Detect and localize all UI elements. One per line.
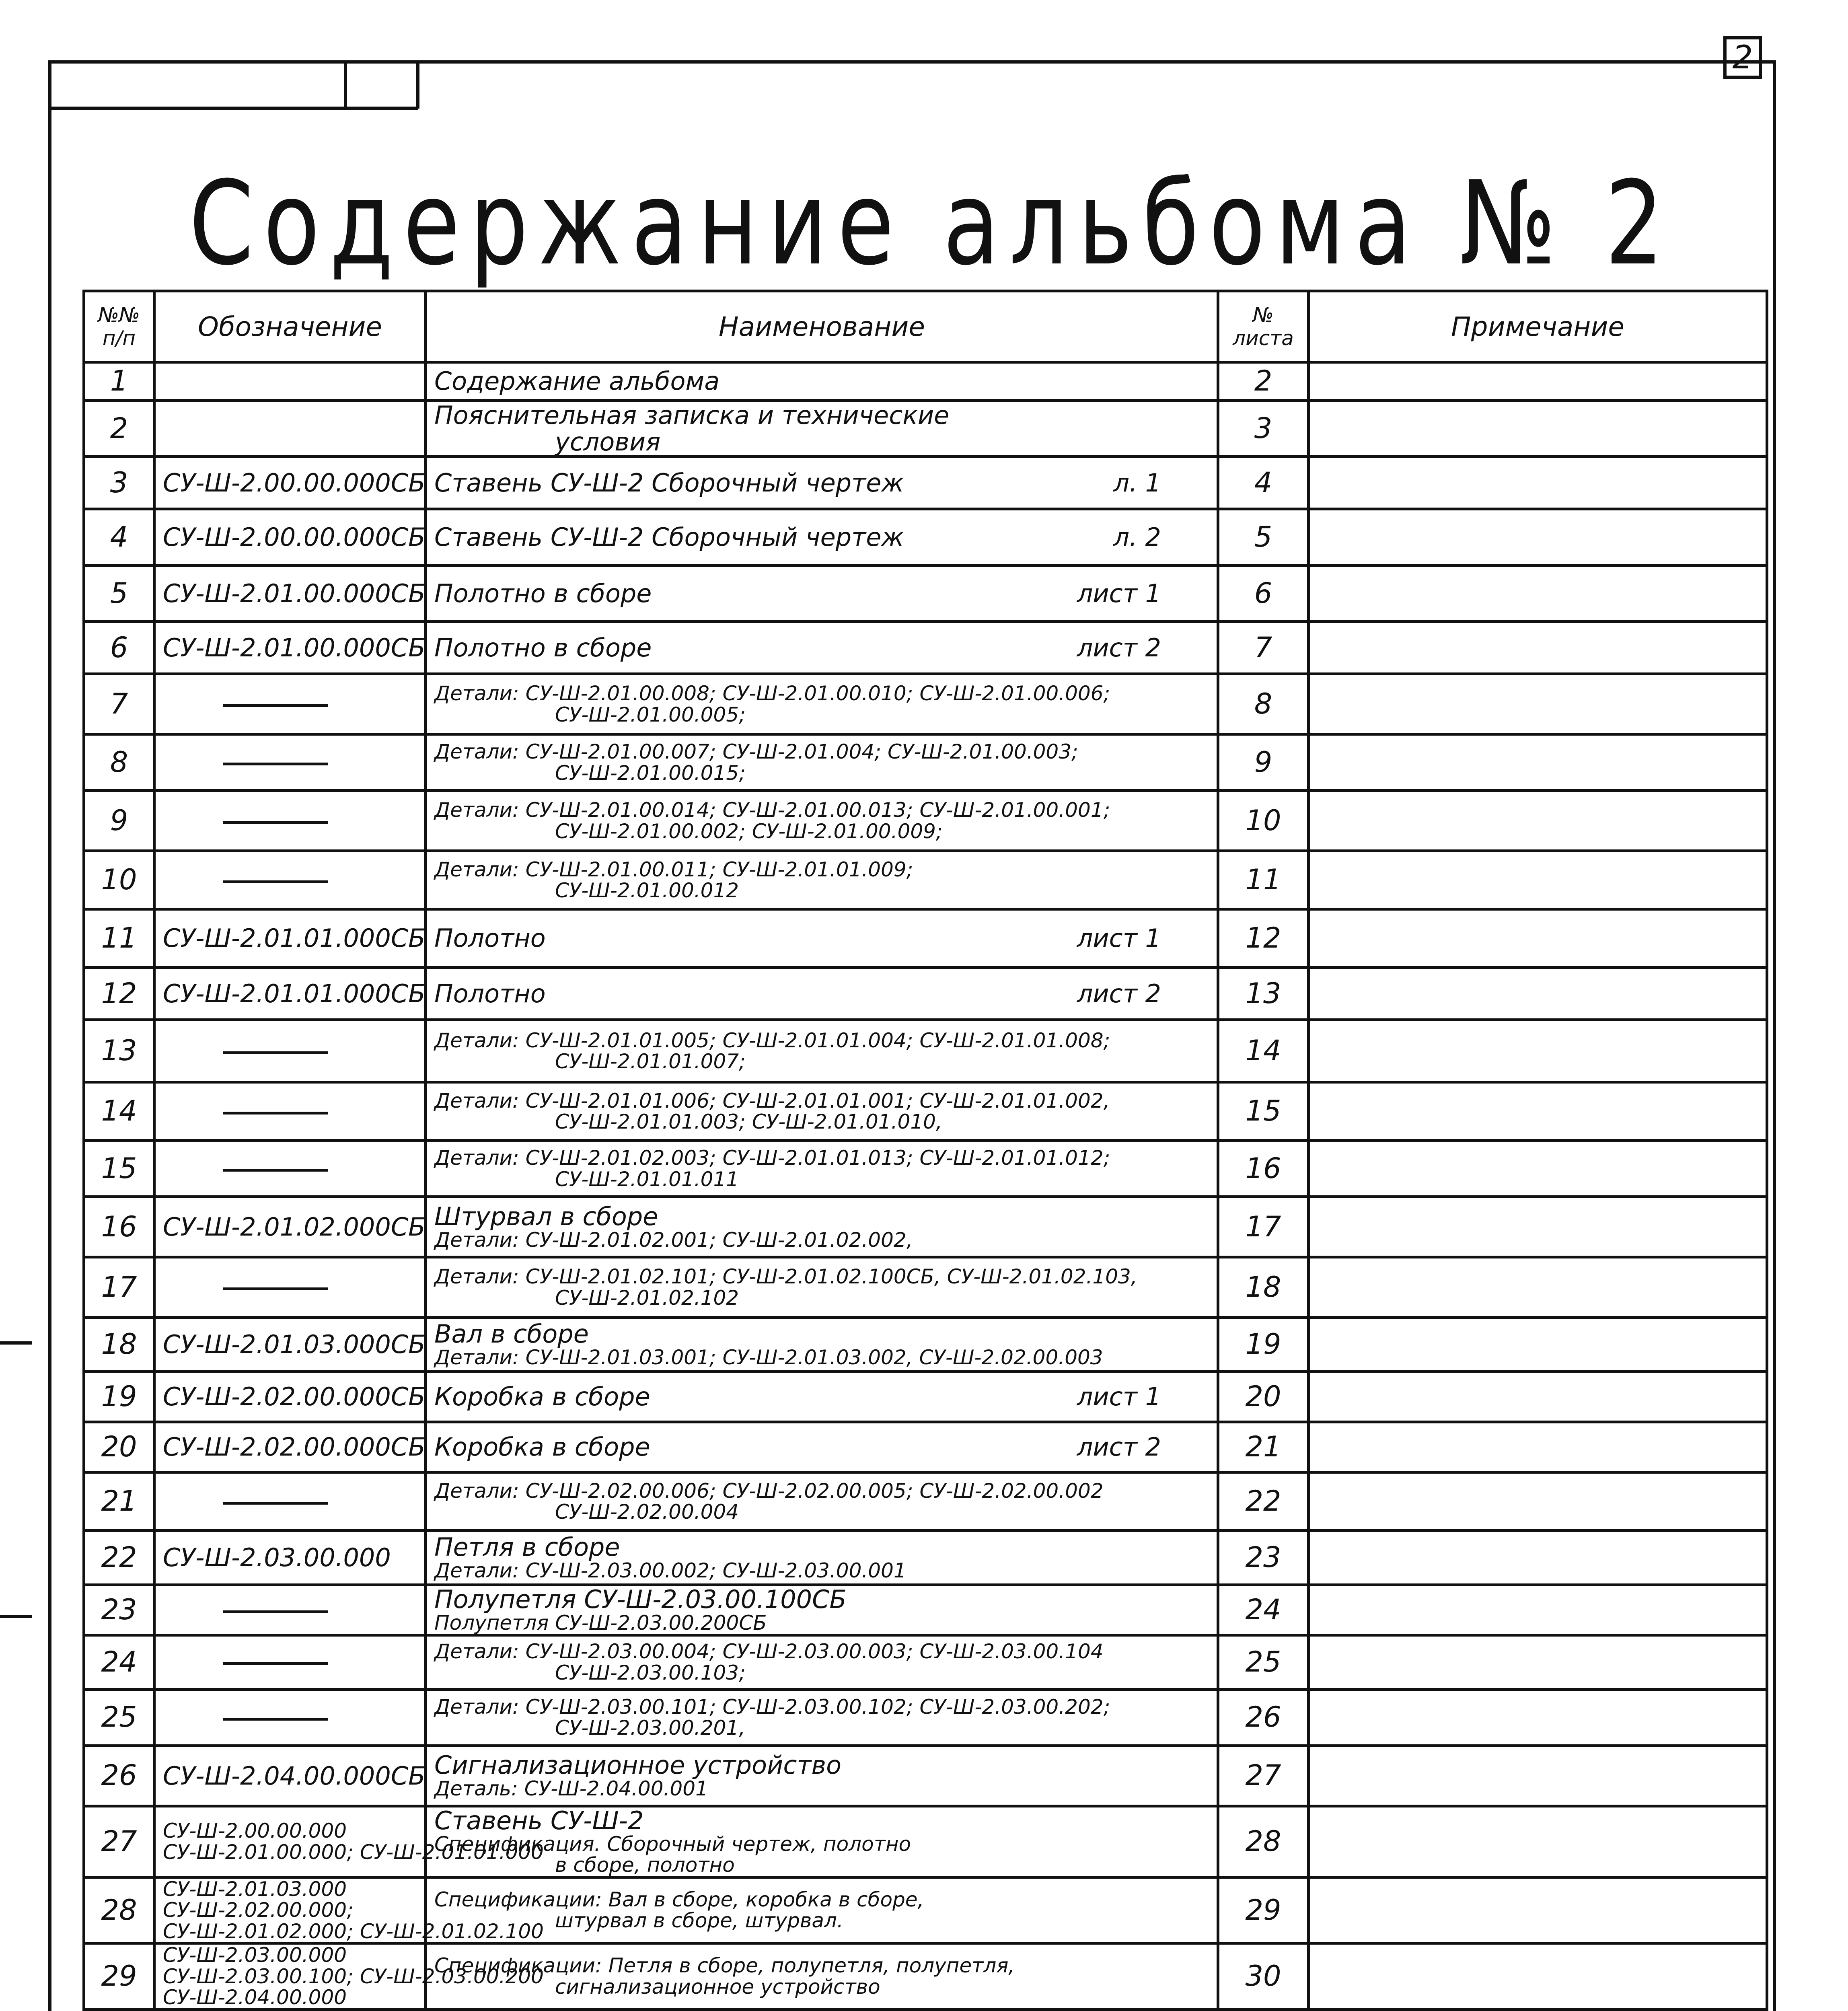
row-sheet: 23 xyxy=(1218,1531,1309,1585)
row-name-text: Коробка в сборе xyxy=(434,1432,650,1462)
row-name-text: Петля в сборе xyxy=(434,1532,620,1562)
row-name-text-2: Детали: СУ-Ш-2.03.00.002; СУ-Ш-2.03.00.001 xyxy=(434,1559,907,1583)
row-number: 8 xyxy=(84,734,154,791)
row-code xyxy=(154,1082,426,1141)
row-note xyxy=(1309,791,1767,851)
row-name xyxy=(426,1257,1218,1318)
table-row xyxy=(84,1318,1767,1372)
row-code xyxy=(154,1585,426,1635)
table-row xyxy=(84,734,1767,791)
page-number: 2 xyxy=(1723,36,1762,79)
row-number: 4 xyxy=(84,509,154,565)
row-name-text-2: в сборе, полотно xyxy=(555,1853,735,1877)
row-note xyxy=(1309,1197,1767,1257)
row-number: 2 xyxy=(84,401,154,457)
row-sheet-ref: л. 1 xyxy=(1113,468,1161,498)
row-name xyxy=(426,362,1218,401)
row-name xyxy=(426,1082,1218,1141)
dash-mark xyxy=(223,1112,328,1114)
row-code xyxy=(154,1372,426,1422)
row-code xyxy=(154,1943,544,2010)
header-num: №№ п/п xyxy=(84,291,154,362)
row-name-text-2: СУ-Ш-2.01.00.012 xyxy=(555,879,739,902)
row-note xyxy=(1309,1257,1767,1318)
row-note xyxy=(1309,1877,1767,1943)
row-code-line: СУ-Ш-2.03.00.100; СУ-Ш-2.03.00.200 xyxy=(163,1964,544,1988)
row-note xyxy=(1309,401,1767,457)
row-code-line: СУ-Ш-2.02.00.000СБ xyxy=(163,1382,426,1412)
table-row xyxy=(84,1472,1767,1531)
row-code xyxy=(154,1689,426,1746)
row-sheet: 15 xyxy=(1218,1082,1309,1141)
row-sheet: 17 xyxy=(1218,1197,1309,1257)
table-row xyxy=(84,1585,1767,1635)
row-number: 1 xyxy=(84,362,154,401)
row-name-text-2: сигнализационное устройство xyxy=(555,1975,880,1999)
row-name-text-2: Детали: СУ-Ш-2.01.03.001; СУ-Ш-2.01.03.002, СУ-Ш-2.02.00.003 xyxy=(434,1346,1103,1369)
dash-mark xyxy=(223,1502,328,1505)
row-number: 26 xyxy=(84,1746,154,1806)
row-name xyxy=(426,909,1218,968)
row-name-text: Спецификации: Вал в сборе, коробка в сборе, xyxy=(434,1888,924,1911)
row-number: 17 xyxy=(84,1257,154,1318)
row-name-text-2: СУ-Ш-2.01.02.102 xyxy=(555,1286,739,1310)
row-name-text: Детали: СУ-Ш-2.01.00.011; СУ-Ш-2.01.01.009; xyxy=(434,857,913,881)
row-number: 24 xyxy=(84,1635,154,1689)
row-name-text-2: условия xyxy=(555,427,661,456)
dash-mark xyxy=(223,763,328,765)
row-code xyxy=(154,457,426,509)
row-sheet-ref: лист 2 xyxy=(1077,979,1161,1008)
row-name-text-2: Детали: СУ-Ш-2.01.02.001; СУ-Ш-2.01.02.002, xyxy=(434,1228,913,1252)
row-number: 3 xyxy=(84,457,154,509)
row-code xyxy=(154,674,426,734)
row-sheet: 22 xyxy=(1218,1472,1309,1531)
table-row xyxy=(84,565,1767,622)
row-name-text: Детали: СУ-Ш-2.01.00.014; СУ-Ш-2.01.00.013; СУ-Ш-2.01.00.001; xyxy=(434,798,1110,822)
row-sheet-ref: лист 1 xyxy=(1077,1382,1161,1412)
row-code xyxy=(154,851,426,909)
row-sheet: 3 xyxy=(1218,401,1309,457)
dash-mark xyxy=(223,1718,328,1721)
table-row xyxy=(84,1422,1767,1472)
row-number: 7 xyxy=(84,674,154,734)
table-row xyxy=(84,1806,1767,1877)
row-name-text: Детали: СУ-Ш-2.01.00.007; СУ-Ш-2.01.004; СУ-Ш-2.01.00.003; xyxy=(434,740,1078,763)
row-code-line: СУ-Ш-2.01.00.000СБ xyxy=(163,633,426,662)
table-row xyxy=(84,1141,1767,1197)
row-note xyxy=(1309,1020,1767,1082)
row-code xyxy=(154,401,426,457)
table-row xyxy=(84,457,1767,509)
row-name-text: Коробка в сборе xyxy=(434,1382,650,1412)
table-row xyxy=(84,909,1767,968)
row-name-text: Ставень СУ-Ш-2 xyxy=(434,1805,644,1835)
row-code xyxy=(154,1422,426,1472)
row-name-text: Пояснительная записка и технические xyxy=(434,401,950,430)
row-name xyxy=(426,734,1218,791)
row-note xyxy=(1309,674,1767,734)
row-sheet: 19 xyxy=(1218,1318,1309,1372)
row-note xyxy=(1309,1318,1767,1372)
row-name-text: Детали: СУ-Ш-2.02.00.006; СУ-Ш-2.02.00.005; СУ-Ш-2.02.00.002 xyxy=(434,1479,1104,1503)
row-name-text-2: Спецификация. Сборочный чертеж, полотно xyxy=(434,1832,911,1856)
row-code xyxy=(154,1020,426,1082)
row-sheet: 8 xyxy=(1218,674,1309,734)
header-sheet: № листа xyxy=(1218,291,1309,362)
row-name xyxy=(426,1635,1218,1689)
row-number: 5 xyxy=(84,565,154,622)
table-row xyxy=(84,851,1767,909)
table-row xyxy=(84,1746,1767,1806)
row-name xyxy=(426,1531,1218,1585)
row-sheet: 10 xyxy=(1218,791,1309,851)
row-sheet: 20 xyxy=(1218,1372,1309,1422)
table-row xyxy=(84,362,1767,401)
row-code xyxy=(154,1472,426,1531)
row-number: 9 xyxy=(84,791,154,851)
row-sheet: 4 xyxy=(1218,457,1309,509)
row-name xyxy=(426,1318,1218,1372)
row-name-text-2: СУ-Ш-2.01.00.015; xyxy=(555,761,746,785)
row-sheet: 5 xyxy=(1218,509,1309,565)
row-number: 20 xyxy=(84,1422,154,1472)
row-code-line: СУ-Ш-2.03.00.000 xyxy=(163,1543,391,1573)
table-row xyxy=(84,1531,1767,1585)
frame-top xyxy=(48,60,1776,64)
row-name-text-2: СУ-Ш-2.01.01.007; xyxy=(555,1050,746,1073)
row-name-text: Вал в сборе xyxy=(434,1319,589,1349)
row-sheet: 6 xyxy=(1218,565,1309,622)
row-name-text-2: СУ-Ш-2.03.00.201, xyxy=(555,1716,745,1740)
row-code-line: СУ-Ш-2.01.02.000СБ xyxy=(163,1212,426,1242)
row-name-text: Штурвал в сборе xyxy=(434,1201,658,1231)
row-code-line: СУ-Ш-2.04.00.000 xyxy=(163,1986,347,2009)
row-name-text: Детали: СУ-Ш-2.01.02.101; СУ-Ш-2.01.02.100СБ, СУ-Ш-2.01.02.103, xyxy=(434,1265,1137,1288)
frame-top-tick-2 xyxy=(416,60,419,109)
row-number: 13 xyxy=(84,1020,154,1082)
row-sheet: 7 xyxy=(1218,622,1309,674)
row-name-text: Детали: СУ-Ш-2.01.02.003; СУ-Ш-2.01.01.013; СУ-Ш-2.01.01.012; xyxy=(434,1146,1110,1170)
row-name xyxy=(426,1806,1218,1877)
row-name-text-2: СУ-Ш-2.01.00.005; xyxy=(555,703,746,726)
row-code xyxy=(154,1746,426,1806)
row-number: 18 xyxy=(84,1318,154,1372)
margin-tick-1 xyxy=(0,1341,32,1345)
table-row xyxy=(84,1943,1767,2010)
frame-left xyxy=(48,60,51,2011)
row-name xyxy=(426,674,1218,734)
row-sheet: 12 xyxy=(1218,909,1309,968)
row-name-text: Ставень СУ-Ш-2 Сборочный чертеж xyxy=(434,468,904,498)
row-name xyxy=(426,1689,1218,1746)
header-code: Обозначение xyxy=(154,291,426,362)
row-name-text-2: Деталь: СУ-Ш-2.04.00.001 xyxy=(434,1777,708,1801)
row-sheet: 29 xyxy=(1218,1877,1309,1943)
row-name-text: Спецификации: Петля в сборе, полупетля, полупетля, xyxy=(434,1954,1015,1978)
row-code xyxy=(154,1635,426,1689)
row-sheet: 18 xyxy=(1218,1257,1309,1318)
row-note xyxy=(1309,1372,1767,1422)
row-note xyxy=(1309,1531,1767,1585)
table-row xyxy=(84,968,1767,1020)
row-name xyxy=(426,1877,1218,1943)
row-name xyxy=(426,1020,1218,1082)
row-name-text-2: СУ-Ш-2.01.01.011 xyxy=(555,1167,739,1191)
row-name-text-2: штурвал в сборе, штурвал. xyxy=(555,1909,843,1933)
row-sheet: 28 xyxy=(1218,1806,1309,1877)
row-note xyxy=(1309,509,1767,565)
table-row xyxy=(84,674,1767,734)
row-code xyxy=(154,909,426,968)
row-name-text: Содержание альбома xyxy=(434,366,720,396)
row-note xyxy=(1309,362,1767,401)
dash-mark xyxy=(223,1662,328,1665)
row-code xyxy=(154,791,426,851)
row-note xyxy=(1309,1422,1767,1472)
row-code-line: СУ-Ш-2.00.00.000СБ xyxy=(163,522,426,552)
row-code xyxy=(154,1877,544,1943)
row-note xyxy=(1309,1689,1767,1746)
row-number: 11 xyxy=(84,909,154,968)
row-name xyxy=(426,1943,1218,2010)
dash-mark xyxy=(223,821,328,824)
row-name-text: Детали: СУ-Ш-2.01.01.005; СУ-Ш-2.01.01.004; СУ-Ш-2.01.01.008; xyxy=(434,1028,1110,1052)
dash-mark xyxy=(223,704,328,707)
row-code-line: СУ-Ш-2.02.00.000СБ xyxy=(163,1432,426,1462)
row-code-line: СУ-Ш-2.01.03.000СБ xyxy=(163,1330,426,1359)
row-name xyxy=(426,851,1218,909)
row-sheet: 30 xyxy=(1218,1943,1309,2010)
row-name-text: Полотно xyxy=(434,923,546,953)
row-note xyxy=(1309,734,1767,791)
table-row xyxy=(84,1877,1767,1943)
row-sheet-ref: лист 2 xyxy=(1077,1432,1161,1462)
row-name xyxy=(426,1372,1218,1422)
row-code xyxy=(154,1141,426,1197)
row-code-line: СУ-Ш-2.01.01.000СБ xyxy=(163,923,426,953)
row-code xyxy=(154,1531,426,1585)
frame-right xyxy=(1773,60,1776,2011)
row-name-text: Детали: СУ-Ш-2.01.01.006; СУ-Ш-2.01.01.001; СУ-Ш-2.01.01.002, xyxy=(434,1089,1110,1112)
table-row xyxy=(84,401,1767,457)
row-code xyxy=(154,565,426,622)
row-code-line: СУ-Ш-2.03.00.000 xyxy=(163,1943,347,1967)
row-sheet: 2 xyxy=(1218,362,1309,401)
row-code xyxy=(154,968,426,1020)
row-note xyxy=(1309,851,1767,909)
row-name xyxy=(426,1472,1218,1531)
row-number: 29 xyxy=(84,1943,154,2010)
row-name xyxy=(426,1585,1218,1635)
row-sheet: 24 xyxy=(1218,1585,1309,1635)
row-sheet: 9 xyxy=(1218,734,1309,791)
row-note xyxy=(1309,1082,1767,1141)
row-code-line: СУ-Ш-2.04.00.000СБ xyxy=(163,1761,426,1791)
row-name xyxy=(426,791,1218,851)
row-note xyxy=(1309,909,1767,968)
table-row xyxy=(84,509,1767,565)
row-note xyxy=(1309,1746,1767,1806)
row-number: 14 xyxy=(84,1082,154,1141)
row-name xyxy=(426,1197,1218,1257)
row-note xyxy=(1309,1806,1767,1877)
row-sheet-ref: л. 2 xyxy=(1113,522,1161,552)
row-note xyxy=(1309,1943,1767,2010)
row-sheet: 11 xyxy=(1218,851,1309,909)
row-name xyxy=(426,622,1218,674)
page-title: Содержание альбома № 2 xyxy=(189,157,1673,291)
row-name-text-2: СУ-Ш-2.01.01.003; СУ-Ш-2.01.01.010, xyxy=(555,1110,942,1133)
table-header-row xyxy=(84,291,1767,362)
row-number: 12 xyxy=(84,968,154,1020)
row-name-text: Ставень СУ-Ш-2 Сборочный чертеж xyxy=(434,522,904,552)
table-row xyxy=(84,1372,1767,1422)
row-note xyxy=(1309,968,1767,1020)
table-row xyxy=(84,1082,1767,1141)
row-number: 21 xyxy=(84,1472,154,1531)
row-name-text: Полотно в сборе xyxy=(434,633,652,662)
dash-mark xyxy=(223,1287,328,1290)
contents-table xyxy=(82,290,1768,2011)
row-name xyxy=(426,968,1218,1020)
row-name xyxy=(426,401,1218,457)
row-code-line: СУ-Ш-2.00.00.000СБ xyxy=(163,468,426,498)
row-name xyxy=(426,1141,1218,1197)
dash-mark xyxy=(223,1610,328,1613)
row-name xyxy=(426,1746,1218,1806)
frame-top-tick-1 xyxy=(344,60,347,109)
row-name-text-2: СУ-Ш-2.01.00.002; СУ-Ш-2.01.00.009; xyxy=(555,819,943,843)
row-code xyxy=(154,734,426,791)
row-number: 16 xyxy=(84,1197,154,1257)
row-number: 27 xyxy=(84,1806,154,1877)
dash-mark xyxy=(223,880,328,883)
row-name-text-2: СУ-Ш-2.02.00.004 xyxy=(555,1500,739,1524)
row-note xyxy=(1309,1585,1767,1635)
row-name-text: Полотно xyxy=(434,979,546,1008)
dash-mark xyxy=(223,1051,328,1054)
row-name-text: Детали: СУ-Ш-2.01.00.008; СУ-Ш-2.01.00.010; СУ-Ш-2.01.00.006; xyxy=(434,682,1110,705)
row-code xyxy=(154,1257,426,1318)
row-code-line: СУ-Ш-2.02.00.000; xyxy=(163,1898,354,1922)
row-name-text: Полупетля СУ-Ш-2.03.00.100СБ xyxy=(434,1585,847,1614)
row-number: 25 xyxy=(84,1689,154,1746)
row-name-text: Детали: СУ-Ш-2.03.00.101; СУ-Ш-2.03.00.102; СУ-Ш-2.03.00.202; xyxy=(434,1695,1110,1719)
row-note xyxy=(1309,622,1767,674)
row-name xyxy=(426,509,1218,565)
row-sheet: 25 xyxy=(1218,1635,1309,1689)
frame-top-inner xyxy=(48,107,418,110)
row-code xyxy=(154,509,426,565)
row-sheet: 21 xyxy=(1218,1422,1309,1472)
table-row xyxy=(84,1689,1767,1746)
row-code-line: СУ-Ш-2.01.01.000СБ xyxy=(163,979,426,1008)
row-code xyxy=(154,1197,426,1257)
row-name xyxy=(426,1422,1218,1472)
row-sheet: 26 xyxy=(1218,1689,1309,1746)
row-number: 28 xyxy=(84,1877,154,1943)
header-name: Наименование xyxy=(426,291,1218,362)
row-number: 22 xyxy=(84,1531,154,1585)
row-number: 10 xyxy=(84,851,154,909)
table-row xyxy=(84,1635,1767,1689)
row-code-line: СУ-Ш-2.01.00.000СБ xyxy=(163,578,426,608)
row-sheet: 13 xyxy=(1218,968,1309,1020)
table-row xyxy=(84,622,1767,674)
row-code-line: СУ-Ш-2.00.00.000 xyxy=(163,1819,347,1843)
row-note xyxy=(1309,565,1767,622)
row-name-text: Полотно в сборе xyxy=(434,578,652,608)
row-number: 6 xyxy=(84,622,154,674)
row-name xyxy=(426,457,1218,509)
row-sheet: 27 xyxy=(1218,1746,1309,1806)
row-code-line: СУ-Ш-2.01.03.000 xyxy=(163,1877,347,1901)
row-note xyxy=(1309,1472,1767,1531)
row-name-text: Сигнализационное устройство xyxy=(434,1750,842,1780)
row-number: 19 xyxy=(84,1372,154,1422)
row-note xyxy=(1309,1635,1767,1689)
row-name-text-2: Полупетля СУ-Ш-2.03.00.200СБ xyxy=(434,1611,767,1635)
table-row xyxy=(84,1020,1767,1082)
row-name-text: Детали: СУ-Ш-2.03.00.004; СУ-Ш-2.03.00.003; СУ-Ш-2.03.00.104 xyxy=(434,1640,1104,1663)
row-code xyxy=(154,622,426,674)
table-row xyxy=(84,1257,1767,1318)
table-row xyxy=(84,1197,1767,1257)
row-code-line: СУ-Ш-2.01.00.000; СУ-Ш-2.01.01.000 xyxy=(163,1840,544,1864)
row-sheet-ref: лист 1 xyxy=(1077,578,1161,608)
row-code-line: СУ-Ш-2.01.02.000; СУ-Ш-2.01.02.100 xyxy=(163,1919,544,1943)
row-code xyxy=(154,362,426,401)
row-name xyxy=(426,565,1218,622)
row-note xyxy=(1309,457,1767,509)
row-number: 15 xyxy=(84,1141,154,1197)
row-sheet-ref: лист 2 xyxy=(1077,633,1161,662)
table-row xyxy=(84,791,1767,851)
margin-tick-2 xyxy=(0,1615,32,1618)
row-number: 23 xyxy=(84,1585,154,1635)
row-sheet-ref: лист 1 xyxy=(1077,923,1161,953)
row-code xyxy=(154,1318,426,1372)
row-sheet: 16 xyxy=(1218,1141,1309,1197)
header-note: Примечание xyxy=(1309,291,1767,362)
dash-mark xyxy=(223,1169,328,1172)
row-sheet: 14 xyxy=(1218,1020,1309,1082)
row-note xyxy=(1309,1141,1767,1197)
row-name-text-2: СУ-Ш-2.03.00.103; xyxy=(555,1661,746,1684)
